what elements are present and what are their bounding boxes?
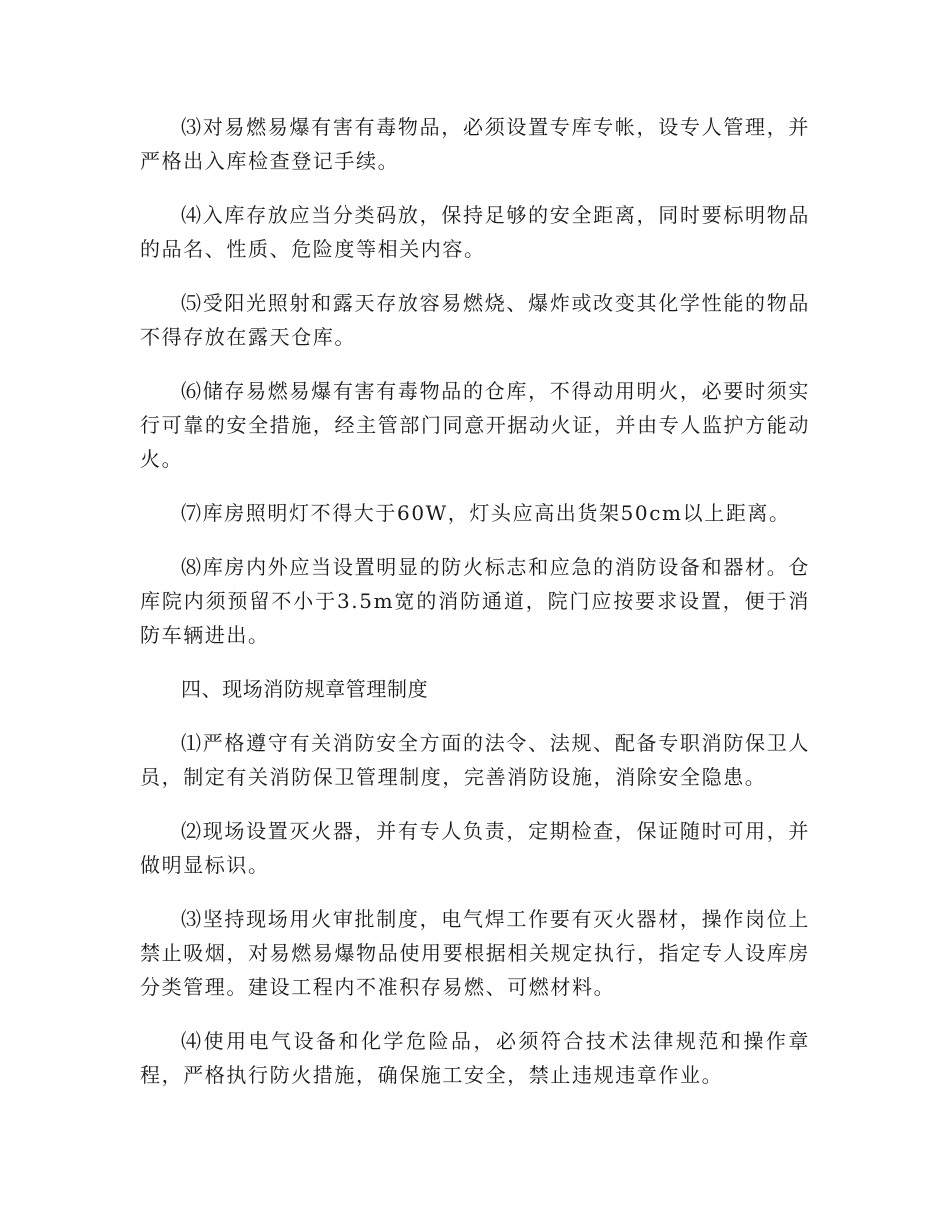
section-paragraph-4: ⑷使用电气设备和化学危险品，必须符合技术法律规范和操作章程，严格执行防火措施，确保施工安全，禁止违规违章作业。	[140, 1029, 810, 1087]
paragraph-item-5: ⑸受阳光照射和露天存放容易燃烧、爆炸或改变其化学性能的物品不得存放在露天仓库。	[140, 291, 810, 349]
section-paragraph-3: ⑶坚持现场用火审批制度，电气焊工作要有灭火器材，操作岗位上禁止吸烟，对易燃易爆物品使用要根据相关规定执行，指定专人设库房分类管理。建设工程内不准积存易燃、可燃材料。	[140, 907, 810, 999]
section-paragraph-1: ⑴严格遵守有关消防安全方面的法令、法规、配备专职消防保卫人员，制定有关消防保卫管理制度，完善消防设施，消除安全隐患。	[140, 731, 810, 789]
paragraph-item-7: ⑺库房照明灯不得大于60W，灯头应高出货架50cm以上距离。	[181, 501, 791, 525]
paragraph-item-3: ⑶对易燃易爆有害有毒物品，必须设置专库专帐，设专人管理，并严格出入库检查登记手续。	[140, 115, 810, 173]
paragraph-item-8: ⑻库房内外应当设置明显的防火标志和应急的消防设备和器材。仓库院内须预留不小于3.5m宽的消防通道，院门应按要求设置，便于消防车辆进出。	[140, 555, 810, 647]
section-paragraph-2: ⑵现场设置灭火器，并有专人负责，定期检查，保证随时可用，并做明显标识。	[140, 819, 810, 877]
paragraph-item-6: ⑹储存易燃易爆有害有毒物品的仓库，不得动用明火，必要时须实行可靠的安全措施，经主管部门同意开据动火证，并由专人监护方能动火。	[140, 379, 810, 471]
section-heading: 四、现场消防规章管理制度	[181, 677, 429, 701]
paragraph-item-4: ⑷入库存放应当分类码放，保持足够的安全距离，同时要标明物品的品名、性质、危险度等相关内容。	[140, 203, 810, 261]
